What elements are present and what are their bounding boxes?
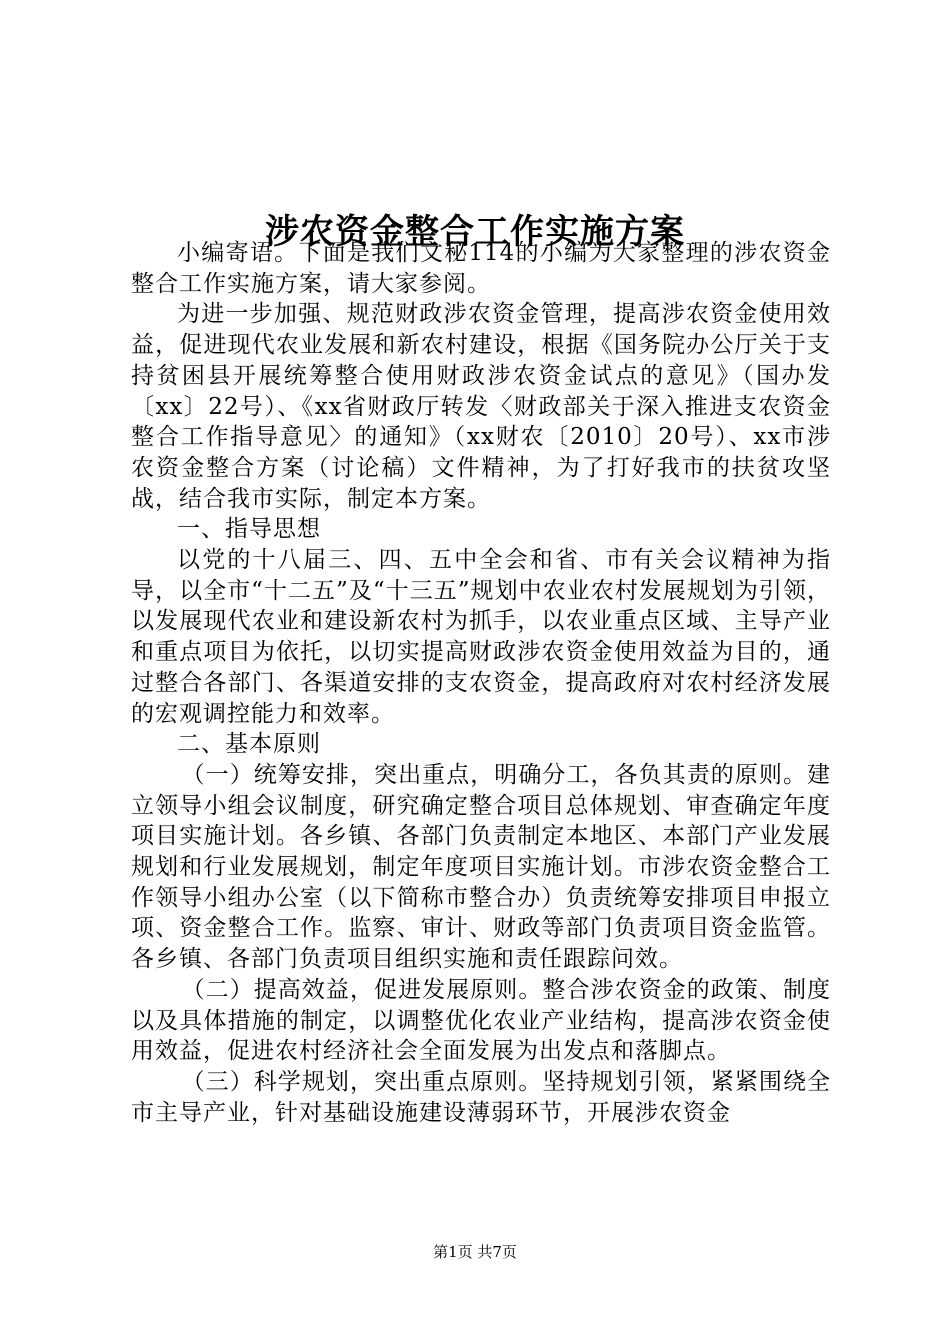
intro-paragraph: 小编寄语。下面是我们文秘114的小编为大家整理的涉农资金整合工作实施方案，请大家参阅。 [131,240,831,297]
principle-2-paragraph: （二）提高效益，促进发展原则。整合涉农资金的政策、制度以及具体措施的制定，以调整优化农业产业结构，提高涉农资金使用效益，促进农村经济社会全面发展为出发点和落脚点。 [131,976,831,1065]
principle-1-paragraph: （一）统筹安排，突出重点，明确分工，各负其责的原则。建立领导小组会议制度，研究确定整合项目总体规划、审查确定年度项目实施计划。各乡镇、各部门负责制定本地区、本部门产业发展规划和行业发展规划，制定年度项目实施计划。市涉农资金整合工作领导小组办公室（以下简称市整合办）负责统筹安排项目申报立项、资金整合工作。监察、审计、财政等部门负责项目资金监管。各乡镇、各部门负责项目组织实施和责任跟踪问效。 [131,761,831,973]
principle-3-paragraph: （三）科学规划，突出重点原则。坚持规划引领，紧紧围绕全市主导产业，针对基础设施建设薄弱环节，开展涉农资金 [131,1068,831,1126]
document-title: 涉农资金整合工作实施方案 [265,211,685,252]
section-heading-guiding-ideology: 一、指导思想 [177,516,321,543]
document-body [131,238,831,1128]
section-heading-basic-principles: 二、基本原则 [177,731,321,758]
purpose-paragraph: 为进一步加强、规范财政涉农资金管理，提高涉农资金使用效益，促进现代农业发展和新农村建设，根据《国务院办公厅关于支持贫困县开展统筹整合使用财政涉农资金试点的意见》（国办发〔xx〕22号）、《xx省财政厅转发〈财政部关于深入推进支农资金整合工作指导意见〉的通知》（xx财农〔2010〕20号）、xx市涉农资金整合方案（讨论稿）文件精神，为了打好我市的扶贫攻坚战，结合我市实际，制定本方案。 [131,301,831,512]
page-footer: 第1页 共7页 [433,1243,517,1261]
guiding-ideology-paragraph: 以党的十八届三、四、五中全会和省、市有关会议精神为指导，以全市“十二五”及“十三五”规划中农业农村发展规划为引领，以发展现代农业和建设新农村为抓手，以农业重点区域、主导产业和重点项目为依托，以切实提高财政涉农资金使用效益为目的，通过整合各部门、各渠道安排的支农资金，提高政府对农村经济发展的宏观调控能力和效率。 [131,547,831,727]
